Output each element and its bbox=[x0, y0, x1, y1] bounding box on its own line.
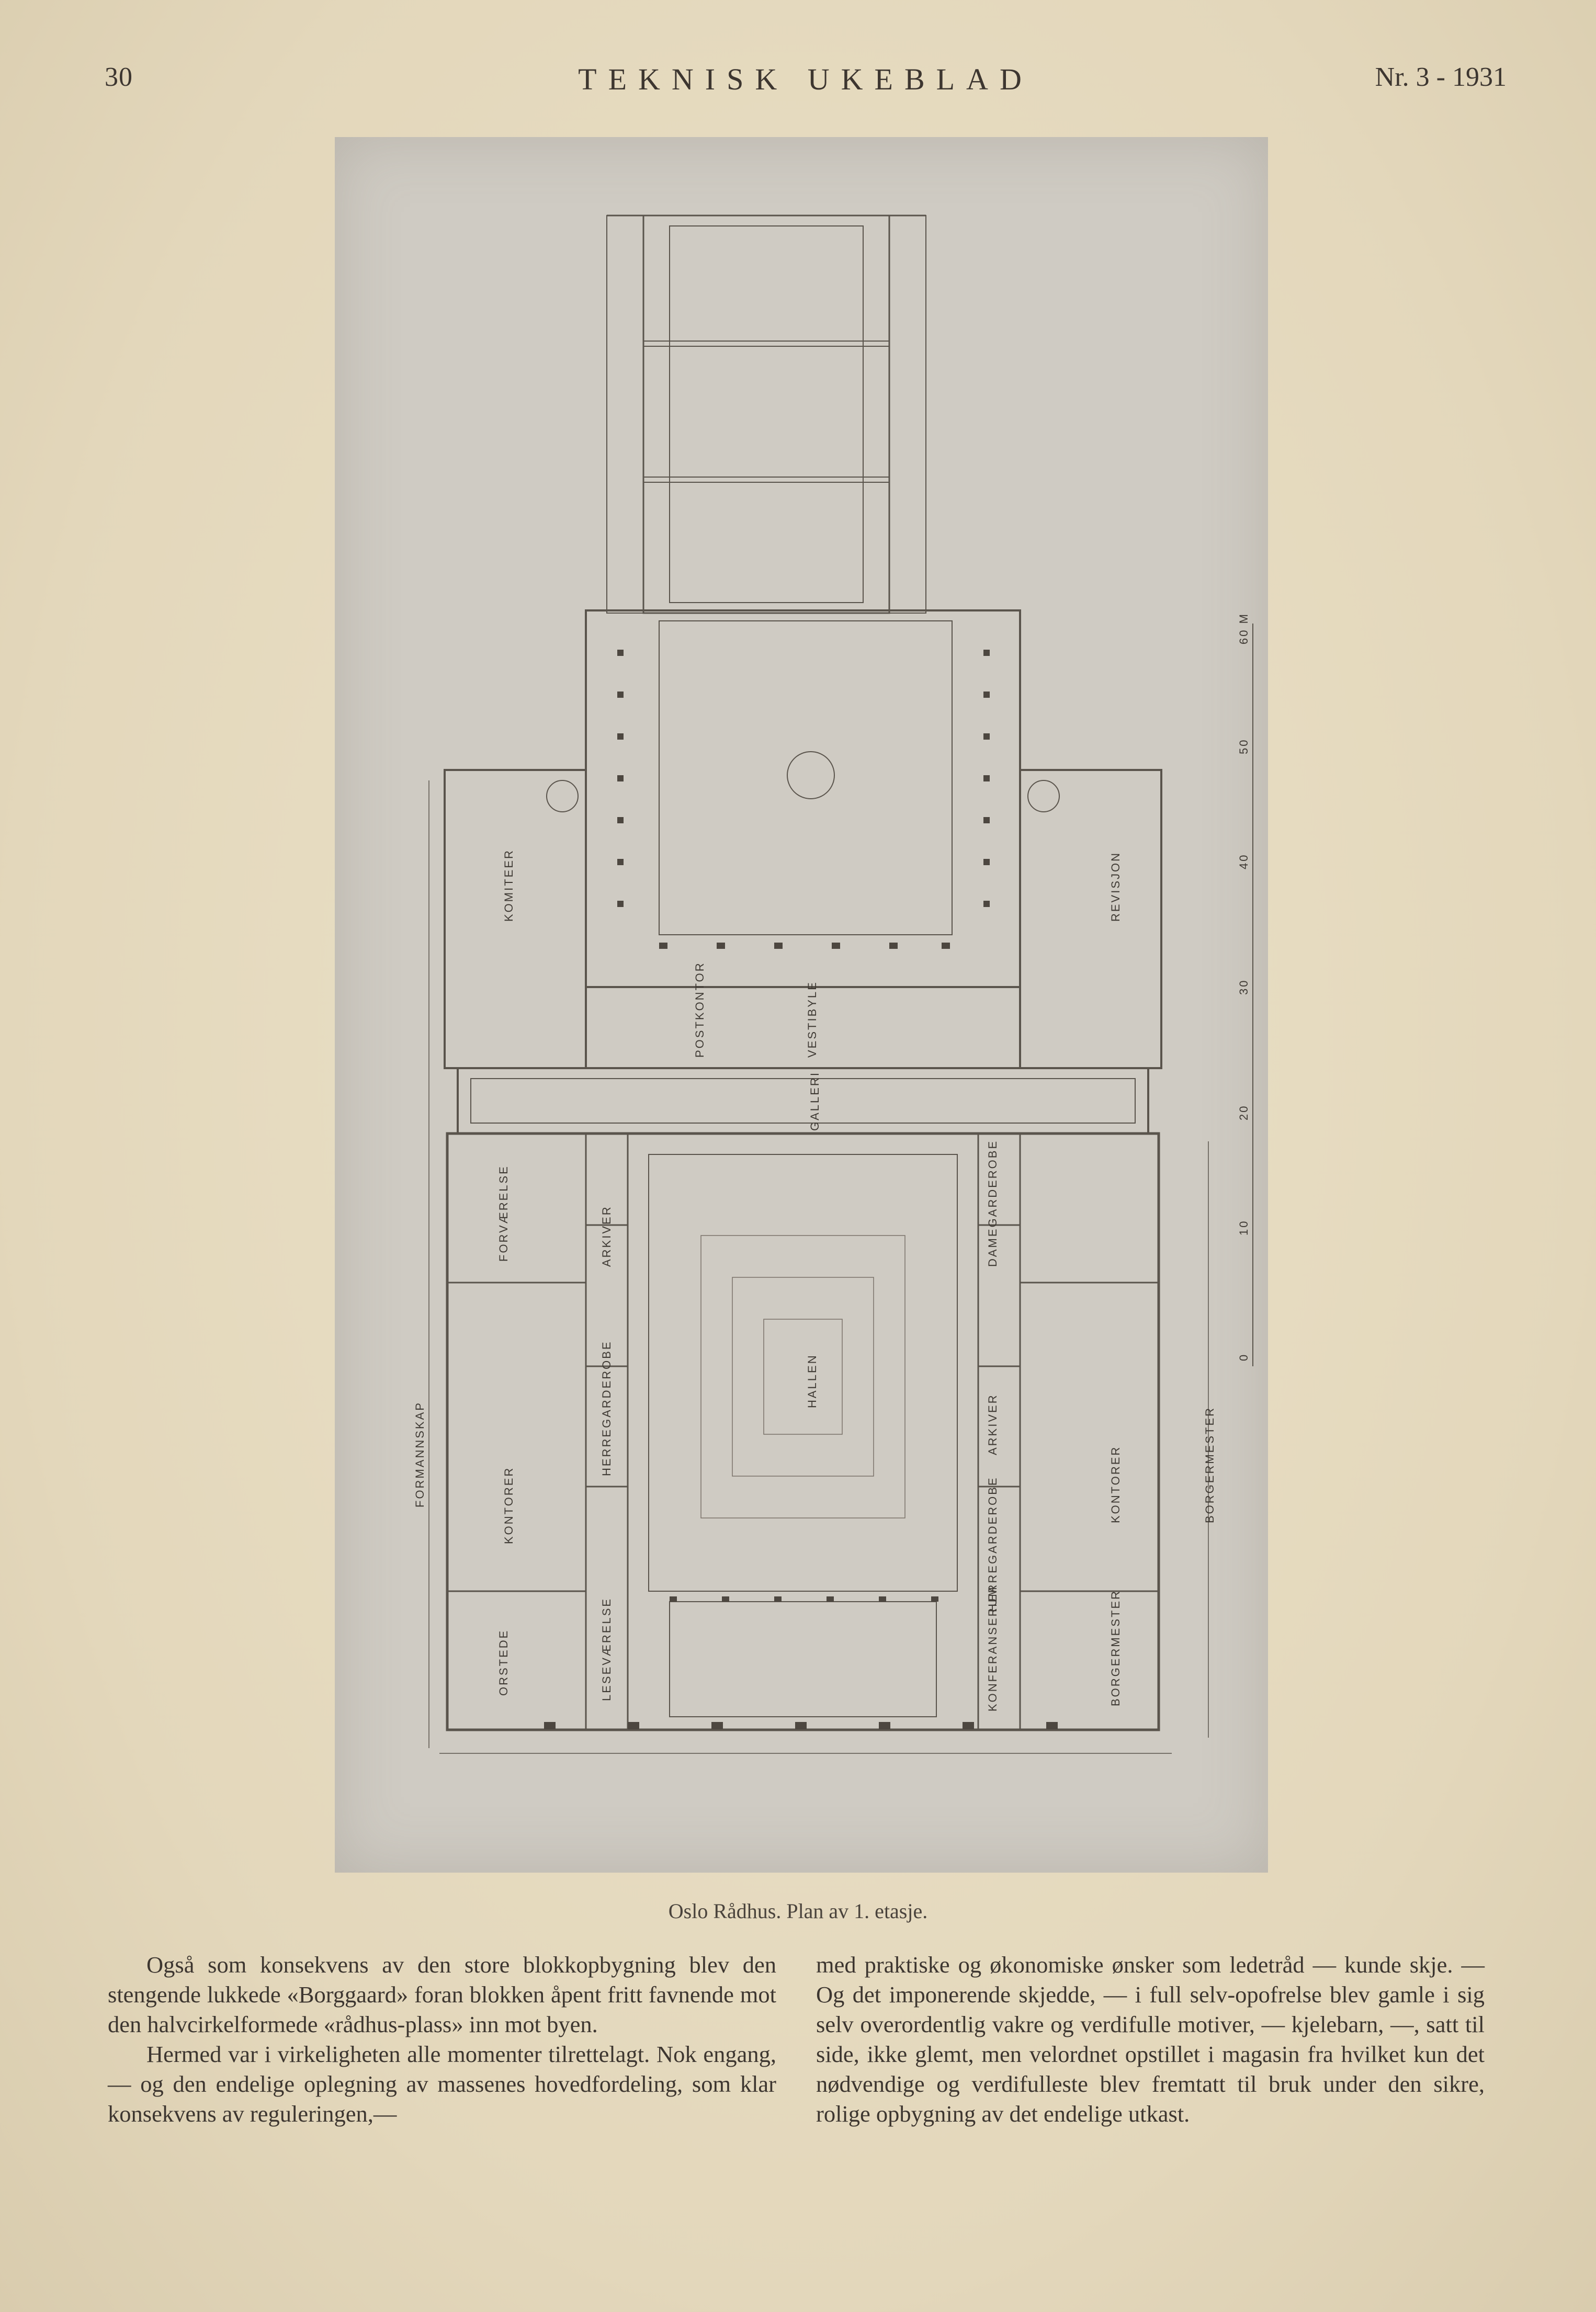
scale-label-10: 10 bbox=[1237, 1219, 1250, 1236]
label-arkiver-left: ARKIVER bbox=[600, 1205, 613, 1267]
label-revisjon: REVISJON bbox=[1109, 851, 1122, 922]
scale-label-60: 60 M bbox=[1237, 613, 1250, 644]
central-court bbox=[659, 621, 952, 935]
label-borgermester-small: BORGERMESTER bbox=[1109, 1589, 1122, 1706]
figure-caption: Oslo Rådhus. Plan av 1. etasje. bbox=[668, 1899, 928, 1923]
label-kontorer-right: KONTORER bbox=[1109, 1445, 1122, 1523]
label-borgermester: BORGERMESTER bbox=[1203, 1406, 1216, 1523]
page-number: 30 bbox=[105, 62, 133, 92]
label-herregarderobe-left: HERREGARDEROBE bbox=[600, 1340, 613, 1476]
forecourt-outline bbox=[643, 216, 889, 613]
paragraph: med praktiske og økonomiske ønsker som ledetråd — kunde skje. — Og det imponerende skjedde, — i full selv-opofrelse blev gamle i sig selv overordentlig vakre og verdifulle motiver, — kjelebarn, —, satt til side, ikke glemt, men velordnet opstillet i magasin fra hvilket kun det nødvendige og verdifulleste blev fremtatt til bruk under den sikre, rolige opbygning av det endelige utkast. bbox=[816, 1952, 1485, 2127]
scale-label-50: 50 bbox=[1237, 738, 1250, 754]
forecourt-inner bbox=[670, 226, 863, 603]
label-orstede: ORSTEDE bbox=[497, 1629, 510, 1696]
text-column-right bbox=[816, 1950, 1485, 2129]
scale-label-20: 20 bbox=[1237, 1104, 1250, 1120]
hall-floor-pattern bbox=[701, 1236, 905, 1518]
label-galleri: GALLERI bbox=[808, 1071, 821, 1131]
label-hallen: HALLEN bbox=[806, 1354, 819, 1408]
paragraph: Hermed var i virkeligheten alle momenter tilrettelagt. Nok engang, — og den endelige oplegning av massenes hovedfordeling, som klar konsekvens av reguleringen,— bbox=[108, 2041, 776, 2127]
floor-plan-drawing bbox=[335, 137, 1268, 1873]
wing-komiteer bbox=[445, 770, 586, 1068]
gallery-band bbox=[458, 1068, 1148, 1134]
scale-label-0: 0 bbox=[1237, 1353, 1250, 1361]
hall-outline bbox=[649, 1154, 957, 1591]
scale-label-30: 30 bbox=[1237, 979, 1250, 995]
label-postkontor: POSTKONTOR bbox=[693, 961, 706, 1058]
label-herregarderobe-right: HERREGARDEROBE bbox=[986, 1476, 999, 1612]
wing-revisjon bbox=[1020, 770, 1161, 1068]
label-konferanserum: KONFERANSERUM bbox=[986, 1585, 999, 1712]
label-forvaerelse: FORVÆRELSE bbox=[497, 1165, 510, 1262]
text-column-left bbox=[108, 1950, 776, 2129]
lower-block bbox=[447, 1134, 1159, 1730]
label-vestibyle: VESTIBYLE bbox=[806, 981, 819, 1058]
scale-label-40: 40 bbox=[1237, 853, 1250, 869]
reading-room bbox=[670, 1602, 936, 1717]
paragraph: Også som konsekvens av den store blokkopbygning blev den stengende lukkede «Borggaard» foran blokken åpent fritt favnende mot den halvcirkelformede «rådhus-plass» inn mot byen. bbox=[108, 1952, 776, 2037]
journal-title: TEKNISK UKEBLAD bbox=[578, 62, 1033, 96]
running-header bbox=[105, 62, 1507, 104]
label-formannskap: FORMANNSKAP bbox=[413, 1401, 426, 1508]
label-kontorer-left: KONTORER bbox=[502, 1466, 515, 1544]
label-lesevaerelse: LESEVÆRELSE bbox=[600, 1597, 613, 1701]
floor-plan-figure bbox=[335, 137, 1268, 1873]
issue-number: Nr. 3 - 1931 bbox=[1375, 62, 1507, 92]
tower-block bbox=[586, 610, 1020, 987]
label-komiteer: KOMITEER bbox=[502, 849, 515, 922]
label-damegarderobe: DAMEGARDEROBE bbox=[986, 1139, 999, 1267]
label-arkiver-right: ARKIVER bbox=[986, 1393, 999, 1455]
court-rosette bbox=[787, 752, 834, 799]
